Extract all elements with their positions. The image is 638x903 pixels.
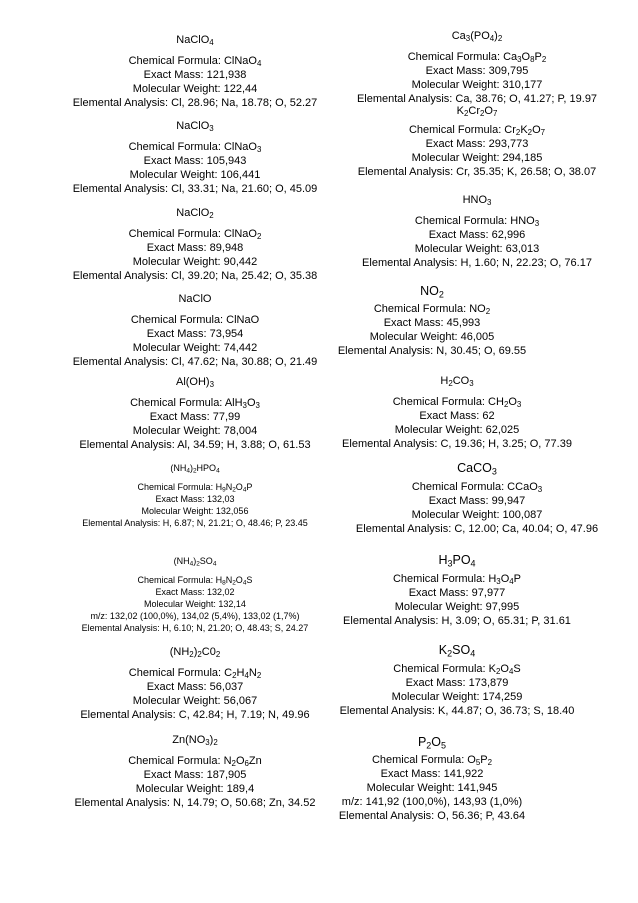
compound-name: $K_2Cr_2O_7$ <box>456 105 498 118</box>
compound-name: NaClO$_4$ <box>176 34 214 47</box>
chemical-formula: Chemical Formula: $O_5P_2$ <box>371 754 493 767</box>
compound-carbonic-acid <box>322 374 592 451</box>
elemental-analysis: Elemental Analysis: C, 12.00; Ca, 40.04; O, 47.96 <box>355 523 599 535</box>
compound-naclo <box>40 292 350 369</box>
molecular-weight: Molecular Weight: 174,259 <box>391 691 523 703</box>
exact-mass: Exact Mass: 293,773 <box>425 138 529 150</box>
molecular-weight: Molecular Weight: 132,14 <box>144 599 246 609</box>
chemical-formula: Chemical Formula: $HNO_3$ <box>414 215 540 228</box>
elemental-analysis: Elemental Analysis: H, 1.60; N, 22.23; O, 76.17 <box>362 257 592 269</box>
molecular-weight: Molecular Weight: 100,087 <box>411 509 543 521</box>
compound-calcium-phosphate <box>322 29 632 106</box>
compound-name: $H_2CO_3$ <box>440 375 474 388</box>
compound-name: NaClO <box>178 293 212 305</box>
exact-mass: Exact Mass: 132,02 <box>155 587 235 597</box>
exact-mass: Exact Mass: 121,938 <box>143 69 247 81</box>
elemental-analysis: Elemental Analysis: N, 30.45; O, 69.55 <box>337 345 527 357</box>
elemental-analysis: Elemental Analysis: H, 3.09; O, 65.31; P, 31.61 <box>343 615 571 627</box>
chemical-formula: Chemical Formula: $AlH_3O_3$ <box>130 397 260 410</box>
compound-urea <box>40 645 350 722</box>
molecular-weight: Molecular Weight: 132,056 <box>141 506 249 516</box>
compound-name: NaClO$_2$ <box>176 207 214 220</box>
molecular-weight: Molecular Weight: 310,177 <box>411 79 543 91</box>
exact-mass: Exact Mass: 45,993 <box>383 317 481 329</box>
chemical-formula: Chemical Formula: $Ca_3O_8P_2$ <box>407 51 547 64</box>
molecular-weight: Molecular Weight: 46,005 <box>369 331 495 343</box>
elemental-analysis: Elemental Analysis: H, 6.87; N, 21.21; O, 48.46; P, 23.45 <box>82 518 308 528</box>
exact-mass: Exact Mass: 99,947 <box>428 495 526 507</box>
exact-mass: Exact Mass: 141,922 <box>380 768 484 780</box>
mz-values: m/z: 132,02 (100,0%), 134,02 (5,4%), 133,02 (1,7%) <box>90 611 300 621</box>
elemental-analysis: Elemental Analysis: O, 56.36; P, 43.64 <box>338 810 526 822</box>
exact-mass: Exact Mass: 309,795 <box>425 65 529 77</box>
molecular-weight: Molecular Weight: 122,44 <box>132 83 258 95</box>
compound-aluminum-hydroxide <box>40 375 350 452</box>
chemical-formula: Chemical Formula: ClNaO <box>130 314 260 326</box>
exact-mass: Exact Mass: 132,03 <box>155 494 235 504</box>
chemical-formula: Chemical Formula: $H_8N_2O_4S$ <box>137 575 253 587</box>
chemical-formula: Chemical Formula: $Cr_2K_2O_7$ <box>408 124 546 137</box>
compound-name: $P_2O_5$ <box>417 735 447 751</box>
chemical-formula: Chemical Formula: $N_2O_6Zn$ <box>128 755 262 768</box>
molecular-weight: Molecular Weight: 106,441 <box>129 169 261 181</box>
chemical-formula: Chemical Formula: CCaO$_3$ <box>411 481 543 494</box>
compound-potassium-dichromate <box>322 104 632 179</box>
chemical-formula: Chemical Formula: ClNaO$_2$ <box>128 228 262 241</box>
compound-name: CaCO$_3$ <box>457 461 497 477</box>
elemental-analysis: Elemental Analysis: Cl, 33.31; Na, 21.60; O, 45.09 <box>72 183 318 195</box>
chemical-formula: Chemical Formula: $H_9N_2O_4P$ <box>137 482 253 494</box>
molecular-weight: Molecular Weight: 189,4 <box>135 783 255 795</box>
compound-potassium-sulfate <box>322 643 592 718</box>
chemical-formula: Chemical Formula: ClNaO$_3$ <box>128 141 262 154</box>
elemental-analysis: Elemental Analysis: Cl, 28.96; Na, 18.78; O, 52.27 <box>72 97 318 109</box>
exact-mass: Exact Mass: 89,948 <box>146 242 244 254</box>
mz-values: m/z: 141,92 (100,0%), 143,93 (1,0%) <box>341 796 523 808</box>
compound-phosphorus-pentoxide <box>322 735 542 823</box>
compound-naclo3 <box>40 119 350 196</box>
exact-mass: Exact Mass: 77,99 <box>149 411 241 423</box>
compound-name: $NO_2$ <box>420 284 444 300</box>
compound-nitrogen-dioxide <box>322 284 542 358</box>
compound-nitric-acid <box>322 193 632 270</box>
compound-name: $(NH_2)_2C0_2$ <box>169 646 221 659</box>
elemental-analysis: Elemental Analysis: K, 44.87; O, 36.73; S, 18.40 <box>339 705 575 717</box>
elemental-analysis: Elemental Analysis: C, 19.36; H, 3.25; O, 77.39 <box>342 438 572 450</box>
exact-mass: Exact Mass: 187,905 <box>143 769 247 781</box>
exact-mass: Exact Mass: 56,037 <box>146 681 244 693</box>
compound-phosphoric-acid <box>322 553 592 628</box>
compound-calcium-carbonate <box>322 461 632 536</box>
elemental-analysis: Elemental Analysis: Cl, 47.62; Na, 30.88; O, 21.49 <box>72 356 318 368</box>
elemental-analysis: Elemental Analysis: N, 14.79; O, 50.68; Zn, 34.52 <box>74 797 316 809</box>
compound-name: $Al(OH)_3$ <box>175 376 214 389</box>
molecular-weight: Molecular Weight: 78,004 <box>132 425 258 437</box>
compound-naclo4 <box>40 33 350 110</box>
compound-name: $H_3PO_4$ <box>438 553 476 569</box>
exact-mass: Exact Mass: 73,954 <box>146 328 244 340</box>
exact-mass: Exact Mass: 62,996 <box>428 229 526 241</box>
elemental-analysis: Elemental Analysis: H, 6.10; N, 21.20; O, 48.43; S, 24.27 <box>81 623 309 633</box>
compound-name: $K_2SO_4$ <box>438 643 476 659</box>
chemical-formula: Chemical Formula: $NO_2$ <box>373 303 491 316</box>
compound-ammonium-sulfate <box>40 555 350 634</box>
compound-naclo2 <box>40 206 350 283</box>
compound-ammonium-phosphate <box>40 462 350 529</box>
exact-mass: Exact Mass: 62 <box>419 410 495 422</box>
chemical-formula: Chemical Formula: $CH_2O_3$ <box>392 396 522 409</box>
molecular-weight: Molecular Weight: 90,442 <box>132 256 258 268</box>
compound-name: $(NH_4)_2SO_4$ <box>173 556 217 568</box>
elemental-analysis: Elemental Analysis: Cl, 39.20; Na, 25.42; O, 35.38 <box>72 270 318 282</box>
compound-name: $Ca_3(PO_4)_2$ <box>451 30 503 43</box>
compound-zinc-nitrate <box>40 733 350 810</box>
compound-name: $(NH_4)_2HPO_4$ <box>170 463 220 475</box>
molecular-weight: Molecular Weight: 97,995 <box>394 601 520 613</box>
molecular-weight: Molecular Weight: 56,067 <box>132 695 258 707</box>
elemental-analysis: Elemental Analysis: C, 42.84; H, 7.19; N, 49.96 <box>80 709 310 721</box>
compound-name: $Zn(NO_3)_2$ <box>172 734 218 747</box>
molecular-weight: Molecular Weight: 63,013 <box>414 243 540 255</box>
exact-mass: Exact Mass: 105,943 <box>143 155 247 167</box>
chemical-formula: Chemical Formula: ClNaO$_4$ <box>128 55 262 68</box>
chemical-formula: Chemical Formula: $H_3O_4P$ <box>392 573 522 586</box>
chemical-formula: Chemical Formula: $C_2H_4N_2$ <box>128 667 262 680</box>
molecular-weight: Molecular Weight: 62,025 <box>394 424 520 436</box>
molecular-weight: Molecular Weight: 294,185 <box>411 152 543 164</box>
elemental-analysis: Elemental Analysis: Al, 34.59; H, 3.88; O, 61.53 <box>79 439 311 451</box>
compound-name: NaClO$_3$ <box>176 120 214 133</box>
chemical-formula: Chemical Formula: $K_2O_4S$ <box>393 663 521 676</box>
elemental-analysis: Elemental Analysis: Cr, 35.35; K, 26.58; O, 38.07 <box>357 166 597 178</box>
exact-mass: Exact Mass: 97,977 <box>408 587 506 599</box>
compound-name: $HNO_3$ <box>462 194 492 207</box>
exact-mass: Exact Mass: 173,879 <box>405 677 509 689</box>
molecular-weight: Molecular Weight: 74,442 <box>132 342 258 354</box>
molecular-weight: Molecular Weight: 141,945 <box>366 782 498 794</box>
elemental-analysis: Elemental Analysis: Ca, 38.76; O, 41.27; P, 19.97 <box>356 93 598 105</box>
